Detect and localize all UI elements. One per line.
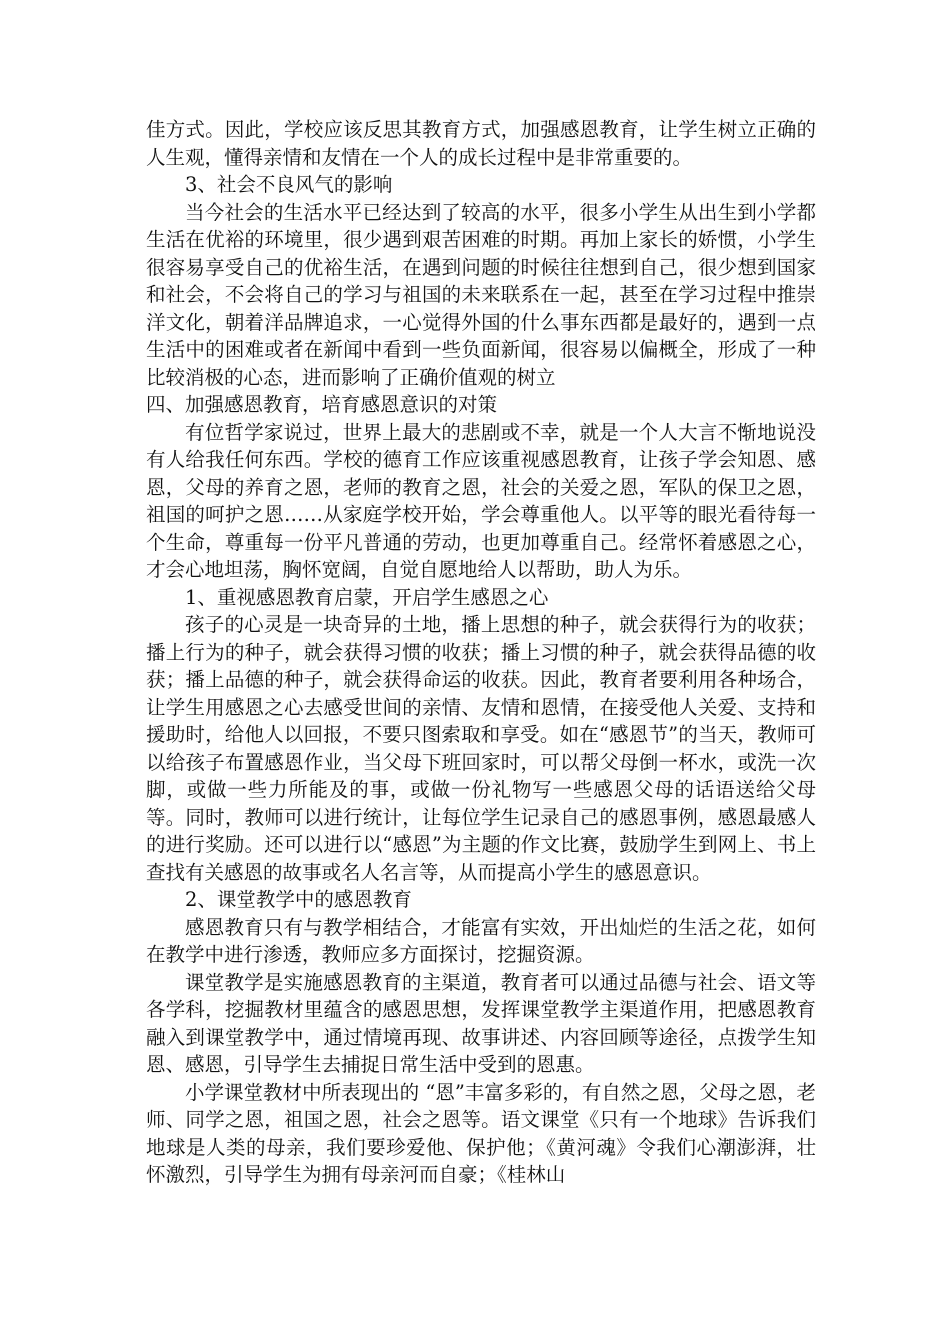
paragraph-philosopher: 有位哲学家说过，世界上最大的悲剧或不幸，就是一个人大言不惭地说没有人给我任何东西。学校的德育工作应该重视感恩教育，让孩子学会知恩、感恩，父母的养育之恩，老师的教育之恩，社会的关爱之恩，军队的保卫之恩，祖国的呵护之恩……从家庭学校开始，学会尊重他人。以平等的眼光看待每一个生命，尊重每一份平凡普通的劳动，也更加尊重自己。经常怀着感恩之心，才会心地坦荡，胸怀宽阔，自觉自愿地给人以帮助，助人为乐。 bbox=[146, 420, 816, 581]
paragraph-teaching-combination: 感恩教育只有与教学相结合，才能富有实效，开出灿烂的生活之花，如何在教学中进行渗透，教师应多方面探讨，挖掘资源。 bbox=[146, 915, 816, 966]
section-heading-countermeasures: 四、加强感恩教育，培育感恩意识的对策 bbox=[146, 393, 498, 416]
paragraph-main-channel: 课堂教学是实施感恩教育的主渠道，教育者可以通过品德与社会、语文等各学科，挖掘教材里蕴含的感恩思想，发挥课堂教学主渠道作用，把感恩教育融入到课堂教学中，通过情境再现、故事讲述、内容回顾等途径，点拨学生知恩、感恩，引导学生去捕捉日常生活中受到的恩惠。 bbox=[146, 970, 816, 1076]
section-subheading-enlightenment: 1、重视感恩教育启蒙，开启学生感恩之心 bbox=[185, 585, 549, 609]
paragraph-social-influence: 当今社会的生活水平已经达到了较高的水平，很多小学生从出生到小学都生活在优裕的环境里，很少遇到艰苦困难的时期。再加上家长的娇惯，小学生很容易享受自己的优裕生活，在遇到问题的时候往往想到自己，很少想到国家和社会，不会将自己的学习与祖国的未来联系在一起，甚至在学习过程中推崇洋文化，朝着洋品牌追求，一心觉得外国的什么事东西都是最好的，遇到一点生活中的困难或者在新闻中看到一些负面新闻，很容易以偏概全，形成了一种比较消极的心态，进而影响了正确价值观的树立 bbox=[146, 200, 816, 389]
paragraph-textbook-examples: 小学课堂教材中所表现出的 “恩”丰富多彩的，有自然之恩，父母之恩，老师、同学之恩，祖国之恩，社会之恩等。语文课堂《只有一个地球》告诉我们地球是人类的母亲，我们要珍爱他、保护他；《黄河魂》令我们心潮澎湃，壮怀激烈，引导学生为拥有母亲河而自豪；《桂林山 bbox=[146, 1080, 816, 1186]
document-body bbox=[146, 116, 816, 1189]
section-subheading-classroom: 2、课堂教学中的感恩教育 bbox=[185, 888, 412, 911]
paragraph-continuation: 佳方式。因此，学校应该反思其教育方式，加强感恩教育，让学生树立正确的人生观，懂得亲情和友情在一个人的成长过程中是非常重要的。 bbox=[146, 118, 816, 169]
section-subheading-social-influence: 3、社会不良风气的影响 bbox=[185, 173, 393, 196]
paragraph-childs-heart: 孩子的心灵是一块奇异的土地，播上思想的种子，就会获得行为的收获；播上行为的种子，就会获得习惯的收获；播上习惯的种子，就会获得品德的收获；播上品德的种子，就会获得命运的收获。因此，教育者要利用各种场合，让学生用感恩之心去感受世间的亲情、友情和恩情，在接受他人关爱、支持和援助时，给他人以回报，不要只图索取和享受。如在“感恩节”的当天，教师可以给孩子布置感恩作业，当父母下班回家时，可以帮父母倒一杯水，或洗一次脚，或做一些力所能及的事，或做一份礼物写一些感恩父母的话语送给父母等。同时，教师可以进行统计，让每位学生记录自己的感恩事例，感恩最感人的进行奖励。还可以进行以“感恩”为主题的作文比赛，鼓励学生到网上、书上查找有关感恩的故事或名人名言等，从而提高小学生的感恩意识。 bbox=[146, 613, 816, 884]
